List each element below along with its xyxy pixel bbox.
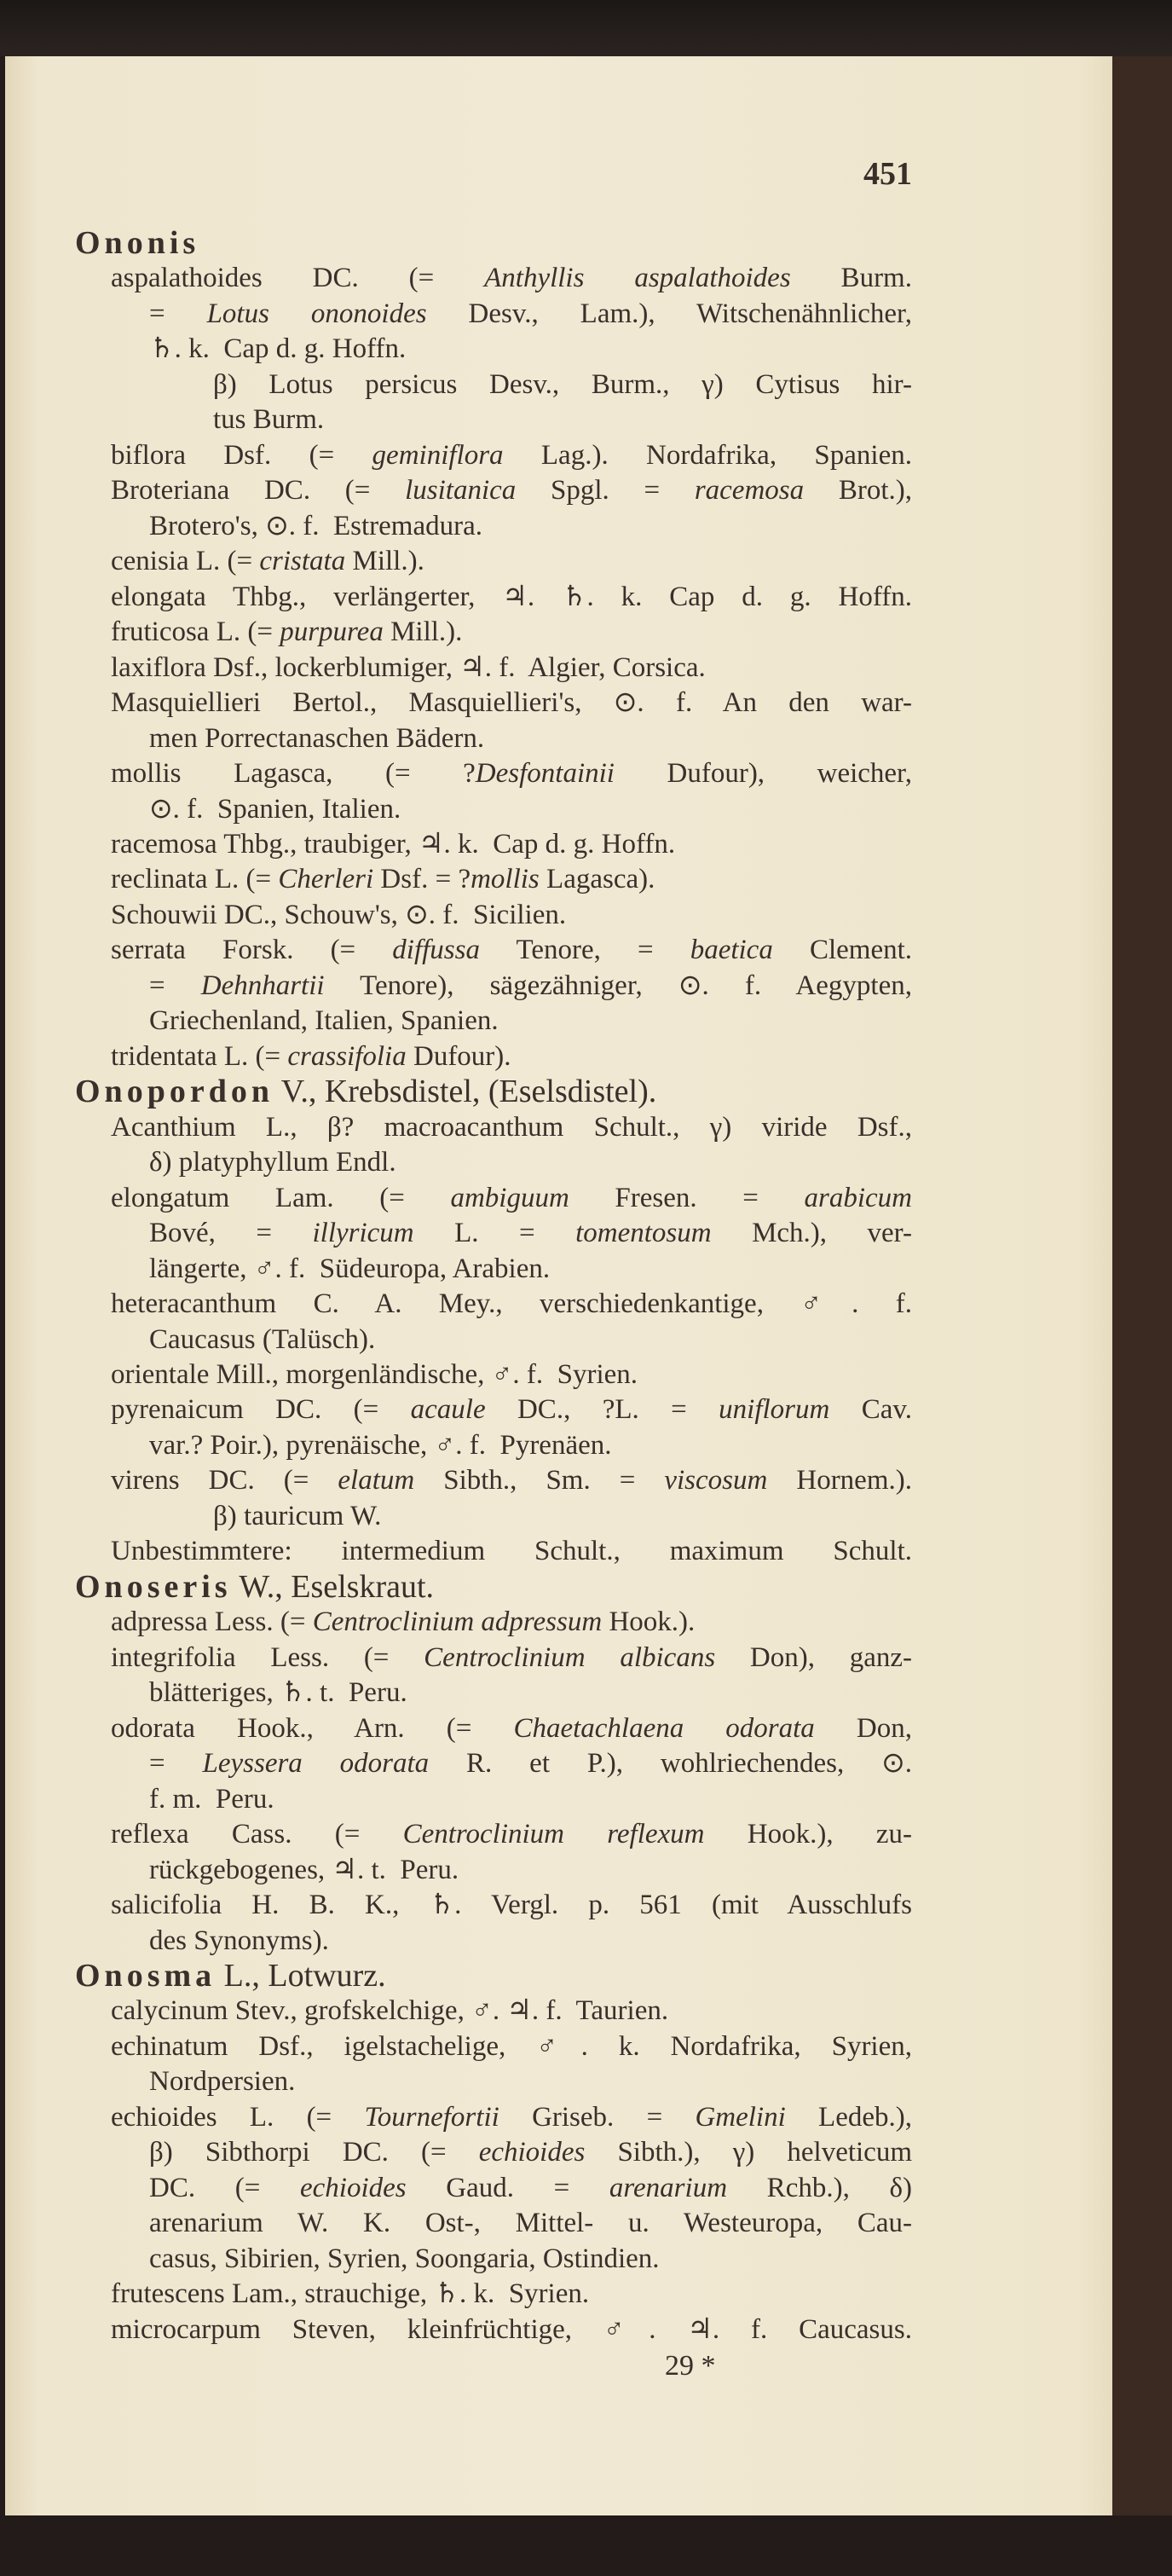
entry-text: mollis Lagasca, (= ?: [111, 758, 476, 790]
entry-line: [111, 1357, 912, 1392]
entry-line: [111, 473, 912, 508]
entry-line: [111, 1711, 912, 1746]
synonym-italic: viscosum: [664, 1465, 768, 1496]
genus-name: Onosma: [75, 1957, 217, 1994]
entry-line: [111, 1641, 912, 1676]
entry-text: β) Sibthorpi DC. (=: [149, 2137, 479, 2168]
entry-text: β) Lotus persicus Desv., Burm., γ) Cytisus hir-: [213, 368, 912, 400]
synonym-italic: Gmelini: [695, 2101, 786, 2133]
entry-text: elongatum Lam. (=: [111, 1182, 451, 1213]
entry-line: [111, 615, 912, 650]
entry-text: β) tauricum W.: [213, 1500, 382, 1531]
entry-text: Dufour).: [406, 1040, 511, 1072]
entry-line: [111, 1110, 912, 1145]
synonym-italic: uniflorum: [719, 1394, 830, 1426]
entry-text: Desv., Lam.), Witschenähnlicher,: [426, 298, 912, 329]
entry-line: [111, 1039, 912, 1074]
entry-text: =: [149, 1748, 203, 1780]
synonym-italic: Anthyllis aspalathoides: [484, 263, 791, 294]
entry-text: V., Krebsdistel, (Eselsdistel).: [273, 1074, 657, 1110]
entry-text: fruticosa L. (=: [111, 617, 280, 648]
entry-text: Hornem.).: [767, 1465, 912, 1496]
synonym-italic: Centroclinium adpressum: [312, 1606, 603, 1638]
entry-line: [213, 368, 912, 402]
entry-text: integrifolia Less. (=: [111, 1641, 424, 1673]
entry-text: Dsf. = ?: [373, 864, 471, 895]
entry-text: serrata Forsk. (=: [111, 935, 393, 966]
entry-text: R. et P.), wohlriechendes, ⊙.: [429, 1748, 912, 1780]
entry-text: Don), ganz-: [715, 1641, 912, 1673]
entry-line: [149, 1924, 912, 1959]
entry-line: [111, 1534, 912, 1569]
synonym-italic: Chaetachlaena odorata: [513, 1712, 815, 1744]
scan-background-bottom: [0, 2515, 1172, 2576]
entry-text: Sibth., Sm. =: [414, 1465, 665, 1496]
entry-line: [111, 1392, 912, 1427]
entry-line: [213, 1499, 912, 1534]
entry-line: [111, 261, 912, 296]
entry-text: Hook.).: [602, 1606, 696, 1638]
entry-line: [111, 2277, 912, 2312]
synonym-italic: Dehnhartii: [200, 970, 325, 1001]
genus-name: Onopordon: [75, 1074, 274, 1110]
genus-heading-line: [75, 226, 912, 261]
synonym-italic: diffussa: [392, 935, 480, 966]
entry-text: f. m. Peru.: [149, 1783, 274, 1815]
entry-text: W., Eselskraut.: [231, 1568, 435, 1605]
entry-text: frutescens Lam., strauchige, ♄. k. Syrien.: [111, 2278, 590, 2310]
scan-background-top: [0, 0, 1172, 56]
entry-line: [149, 1676, 912, 1711]
synonym-italic: tomentosum: [575, 1218, 712, 1249]
synonym-italic: arabicum: [804, 1182, 912, 1213]
entry-text: =: [149, 970, 201, 1001]
entry-text: echinatum Dsf., igelstachelige, ♂. k. Nordafrika, Syrien,: [111, 2030, 912, 2062]
entry-text: Don,: [814, 1712, 912, 1744]
synonym-italic: Centroclinium reflexum: [402, 1819, 705, 1850]
genus-name: Ononis: [75, 225, 200, 261]
entry-line: [149, 1252, 912, 1287]
entry-text: tus Burm.: [213, 404, 325, 436]
entry-text: Tenore, =: [479, 935, 690, 966]
entry-line: [111, 827, 912, 862]
entry-text: Nordpersien.: [149, 2066, 296, 2098]
synonym-italic: geminiflora: [372, 439, 504, 471]
entry-text: Griseb. =: [499, 2101, 696, 2133]
entry-line: [111, 2313, 912, 2347]
synonym-italic: baetica: [690, 935, 773, 966]
entry-line: [111, 651, 912, 686]
signature-mark: 29 *: [665, 2350, 716, 2382]
synonym-italic: purpurea: [280, 617, 384, 648]
entry-text: Masquiellieri Bertol., Masquiellieri's, ⊙. f. An den war-: [111, 687, 912, 719]
entry-text: =: [149, 298, 207, 329]
entry-line: [111, 2029, 912, 2064]
entry-text: δ) platyphyllum Endl.: [149, 1147, 396, 1178]
entry-text: adpressa Less. (=: [111, 1606, 313, 1638]
genus-name: Onoseris: [75, 1568, 232, 1605]
entry-text: Cav.: [829, 1394, 912, 1426]
synonym-italic: Tournefortii: [364, 2101, 499, 2133]
synonym-italic: Leyssera odorata: [202, 1748, 430, 1780]
entry-text: virens DC. (=: [111, 1465, 338, 1496]
synonym-italic: illyricum: [312, 1218, 414, 1249]
entry-line: [111, 544, 912, 579]
entry-line: [111, 1817, 912, 1852]
page-number: 451: [863, 156, 912, 192]
entry-text: casus, Sibirien, Syrien, Soongaria, Ostindien.: [149, 2243, 660, 2274]
entry-text: Gaud. =: [406, 2172, 609, 2203]
entry-line: [111, 2100, 912, 2135]
entry-text: var.? Poir.), pyrenäische, ♂. f. Pyrenäen.: [149, 1429, 612, 1461]
entry-text: DC., ?L. =: [485, 1394, 719, 1426]
entry-text: Dufour), weicher,: [614, 758, 912, 790]
entry-text: längerte, ♂. f. Südeuropa, Arabien.: [149, 1253, 551, 1284]
entry-text: Clement.: [772, 935, 913, 966]
entry-text: calycinum Stev., grofskelchige, ♂. ♃. f. Taurien.: [111, 1995, 669, 2027]
entry-line: [111, 580, 912, 615]
entry-line: [149, 1853, 912, 1888]
entry-text: echioides L. (=: [111, 2101, 365, 2133]
entry-text: DC. (=: [149, 2172, 300, 2203]
entry-line: [149, 2242, 912, 2277]
entry-line: [149, 2064, 912, 2099]
entry-text: Fresen. =: [569, 1182, 805, 1213]
entry-line: [111, 1605, 912, 1640]
entry-text: rückgebogenes, ♃. t. Peru.: [149, 1854, 459, 1885]
entry-line: [149, 2135, 912, 2170]
entry-line: [149, 1323, 912, 1357]
entry-text: Tenore), sägezähniger, ⊙. f. Aegypten,: [324, 970, 912, 1001]
entry-line: [149, 332, 912, 367]
entry-line: [149, 969, 912, 1004]
entry-text: Brotero's, ⊙. f. Estremadura.: [149, 510, 482, 541]
synonym-italic: Lotus ononoides: [206, 298, 427, 329]
entry-text: Broteriana DC. (=: [111, 475, 406, 507]
entry-text: men Porrectanaschen Bädern.: [149, 722, 485, 754]
synonym-italic: mollis: [471, 864, 540, 895]
entry-text: Sibth.), γ) helveticum: [585, 2137, 912, 2168]
entry-line: [111, 686, 912, 721]
entry-text: elongata Thbg., verlängerter, ♃. ♄. k. Cap d. g. Hoffn.: [111, 581, 912, 612]
entry-text: Griechenland, Italien, Spanien.: [149, 1005, 499, 1037]
entry-line: [111, 898, 912, 933]
entry-text: reclinata L. (=: [111, 864, 279, 895]
entry-text: Caucasus (Talüsch).: [149, 1323, 376, 1355]
entry-text: Spgl. =: [516, 475, 695, 507]
synonym-italic: elatum: [338, 1465, 415, 1496]
synonym-italic: echioides: [300, 2172, 407, 2203]
entry-text: L., Lotwurz.: [216, 1957, 386, 1994]
synonym-italic: cristata: [259, 546, 346, 577]
entry-text: arenarium W. K. Ost-, Mittel- u. Westeuropa, Cau-: [149, 2208, 912, 2239]
synonym-italic: ambiguum: [450, 1182, 569, 1213]
entry-line: [111, 1994, 912, 2029]
entry-line: [149, 509, 912, 544]
synonym-italic: Centroclinium albicans: [424, 1641, 716, 1673]
entry-line: [149, 721, 912, 756]
entry-text: Hook.), zu-: [704, 1819, 912, 1850]
entry-text: Acanthium L., β? macroacanthum Schult., γ) viride Dsf.,: [111, 1111, 912, 1143]
synonym-italic: acaule: [410, 1394, 486, 1426]
entry-text: Burm.: [790, 263, 912, 294]
entry-text: Brot.),: [804, 475, 912, 507]
entry-text: Mill.).: [383, 617, 463, 648]
entry-text: ⊙. f. Spanien, Italien.: [149, 793, 401, 825]
entry-text: cenisia L. (=: [111, 546, 260, 577]
entry-text: Lag.). Nordafrika, Spanien.: [503, 439, 912, 471]
entry-text: pyrenaicum DC. (=: [111, 1394, 411, 1426]
synonym-italic: arenarium: [609, 2172, 728, 2203]
entry-line: [213, 402, 912, 437]
entry-text: heteracanthum C. A. Mey., verschiedenkantige, ♂. f.: [111, 1288, 912, 1320]
synonym-italic: lusitanica: [405, 475, 517, 507]
page-body-text: [0, 226, 1172, 2347]
synonym-italic: Cherleri: [278, 864, 374, 895]
genus-heading-line: [75, 1959, 912, 1994]
entry-text: L. =: [413, 1218, 576, 1249]
entry-line: [149, 1782, 912, 1817]
entry-line: [149, 792, 912, 827]
entry-line: [149, 1145, 912, 1180]
entry-text: Mill.).: [345, 546, 424, 577]
entry-line: [149, 2171, 912, 2206]
entry-line: [111, 933, 912, 968]
entry-text: odorata Hook., Arn. (=: [111, 1712, 514, 1744]
entry-text: aspalathoides DC. (=: [111, 263, 485, 294]
entry-text: Schouwii DC., Schouw's, ⊙. f. Sicilien.: [111, 899, 567, 930]
entry-line: [111, 438, 912, 473]
entry-text: Ledeb.),: [785, 2101, 912, 2133]
entry-line: [149, 2206, 912, 2241]
entry-text: reflexa Cass. (=: [111, 1819, 403, 1850]
entry-text: Bové, =: [149, 1218, 313, 1249]
entry-line: [111, 1287, 912, 1322]
entry-line: [111, 756, 912, 791]
entry-text: des Synonyms).: [149, 1925, 329, 1956]
entry-text: tridentata L. (=: [111, 1040, 288, 1072]
entry-text: racemosa Thbg., traubiger, ♃. k. Cap d. g. Hoffn.: [111, 828, 676, 860]
entry-line: [111, 862, 912, 897]
synonym-italic: Desfontainii: [475, 758, 615, 790]
entry-text: blätteriges, ♄. t. Peru.: [149, 1677, 407, 1709]
entry-line: [111, 1181, 912, 1216]
entry-line: [149, 1746, 912, 1781]
genus-heading-line: [75, 1074, 912, 1109]
genus-heading-line: [75, 1570, 912, 1605]
synonym-italic: echioides: [478, 2137, 586, 2168]
entry-text: Rchb.), δ): [727, 2172, 913, 2203]
entry-line: [149, 1004, 912, 1039]
entry-line: [149, 297, 912, 332]
entry-text: orientale Mill., morgenländische, ♂. f. Syrien.: [111, 1359, 638, 1390]
entry-text: Lagasca).: [539, 864, 655, 895]
entry-line: [111, 1463, 912, 1498]
entry-text: microcarpum Steven, kleinfrüchtige, ♂. ♃. f. Caucasus.: [111, 2313, 912, 2345]
synonym-italic: crassifolia: [287, 1040, 407, 1072]
entry-line: [111, 1888, 912, 1923]
entry-text: biflora Dsf. (=: [111, 439, 372, 471]
entry-text: Mch.), ver-: [711, 1218, 912, 1249]
entry-text: Unbestimmtere: intermedium Schult., maximum Schult.: [111, 1536, 912, 1567]
entry-line: [149, 1428, 912, 1463]
entry-text: laxiflora Dsf., lockerblumiger, ♃. f. Algier, Corsica.: [111, 651, 706, 683]
entry-text: salicifolia H. B. K., ♄. Vergl. p. 561 (mit Ausschlufs: [111, 1890, 912, 1921]
entry-line: [149, 1216, 912, 1251]
entry-text: ♄. k. Cap d. g. Hoffn.: [149, 333, 407, 365]
synonym-italic: racemosa: [694, 475, 805, 507]
